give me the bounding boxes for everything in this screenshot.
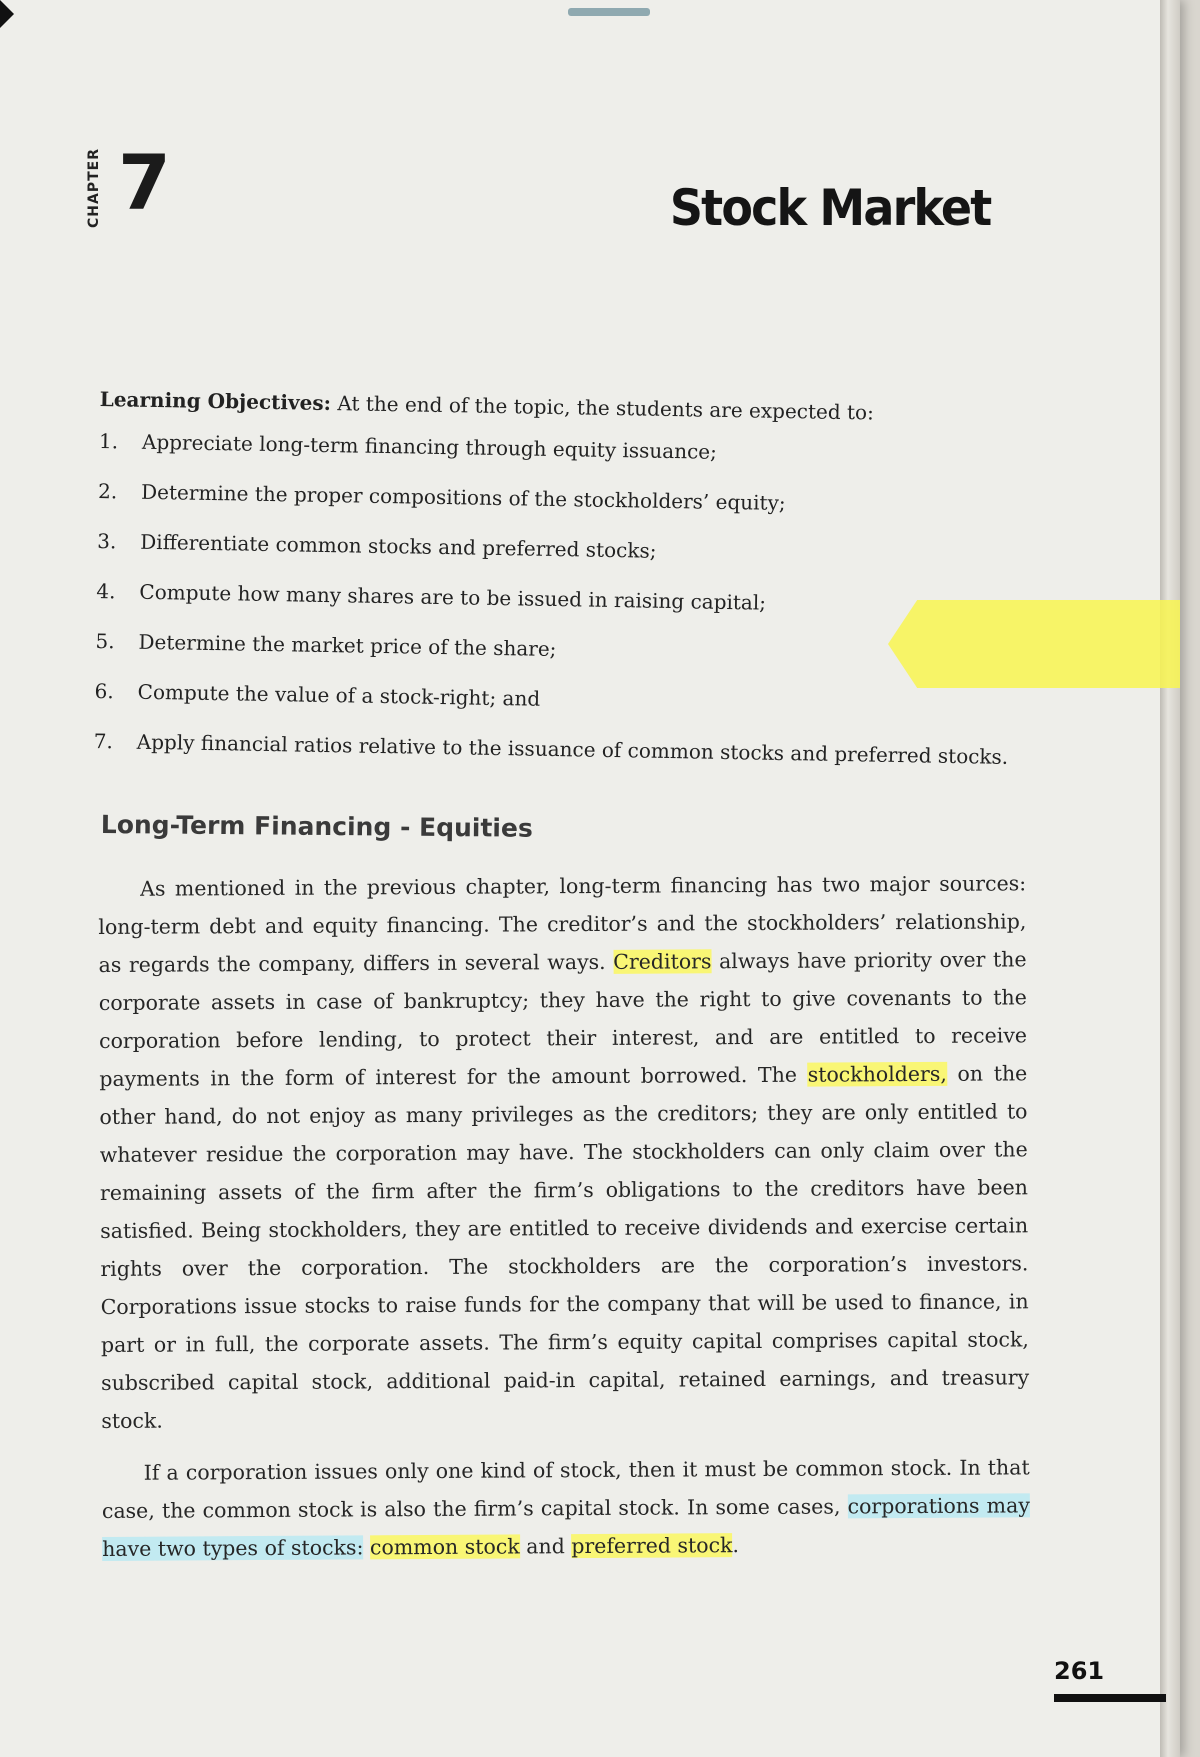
- chapter-label: [84, 150, 104, 226]
- objective-number: 7.: [93, 728, 114, 754]
- objectives-intro-bold: Learning Objectives:: [99, 386, 332, 416]
- objective-text: Compute how many shares are to be issued in raising capital;: [139, 579, 767, 615]
- objectives-intro: [100, 385, 1020, 429]
- objective-text: Differentiate common stocks and preferred stocks;: [140, 529, 657, 563]
- highlight-two-types: corporations may have two types of stocks:: [102, 1493, 1030, 1561]
- paragraph-text: on the other hand, do not enjoy as many privileges as the creditors; they are only entitled to whatever residue the corporation may have. The stockholders can only claim over the remaining assets of the firm after the firm’s obligations to the creditors have been satisfied. Being stockholders, they are entitled to receive dividends and exercise certain rights over the corporation. The stockholders are the corporation’s investors. Corporations issue stocks to raise funds for the company that will be used to finance, in part or in full, the corporate assets. The firm’s equity capital comprises capital stock, subscribed capital stock, additional paid-in capital, retained earnings, and treasury stock.: [99, 1061, 1030, 1433]
- highlight-preferred-stock: preferred stock: [571, 1533, 733, 1559]
- objective-item: [99, 427, 1019, 471]
- section-heading: Long-Term Financing - Equities: [100, 809, 533, 843]
- objective-text: Compute the value of a stock-right; and: [137, 679, 541, 711]
- page-edge: [1160, 0, 1180, 1757]
- page-number-bar: [1054, 1694, 1166, 1702]
- objectives-intro-rest: At the end of the topic, the students are expected to:: [330, 391, 875, 425]
- paragraph-text: and: [519, 1534, 572, 1559]
- objective-item: [95, 627, 1015, 671]
- objective-number: 5.: [95, 628, 115, 654]
- page-number: 261: [1054, 1657, 1105, 1685]
- objective-item: [97, 527, 1017, 571]
- highlight-common-stock: common stock: [369, 1534, 520, 1560]
- objective-number: 1.: [98, 428, 119, 454]
- body-text: [98, 864, 1030, 1582]
- paragraph-text: As mentioned in the previous chapter, long-term financing has two major sources: long-term debt and equity financing. The creditor’s and the stockholders’ relationship, as regards the company, differs in several ways.: [98, 871, 1027, 977]
- objectives-list: [94, 427, 1020, 771]
- bookmark-tab: [568, 8, 650, 16]
- objective-number: 2.: [97, 478, 118, 504]
- paragraph-text: If a corporation issues only one kind of stock, then it must be common stock. In that case, the common stock is also the firm’s capital stock. In some cases,: [101, 1455, 1030, 1523]
- objective-item: [98, 477, 1018, 521]
- objective-text: Apply financial ratios relative to the issuance of common stocks and preferred stocks.: [136, 729, 1009, 769]
- chapter-label-text: CHAPTER: [86, 148, 103, 228]
- chapter-number: 7: [118, 138, 171, 227]
- objective-text: Determine the proper compositions of the stockholders’ equity;: [140, 479, 786, 515]
- objective-item: [94, 677, 1014, 721]
- paragraph-text: always have priority over the corporate assets in case of bankruptcy; they have the right to give covenants to the corporation before lending, to protect their interest, and are entitled to receive payments in the form of interest for the amount borrowed. The: [98, 947, 1028, 1091]
- highlight-creditors: Creditors: [613, 949, 712, 974]
- corner-mark: [0, 0, 14, 28]
- chapter-title: Stock Market: [669, 179, 990, 237]
- objective-number: 3.: [97, 528, 117, 554]
- objective-text: Determine the market price of the share;: [138, 629, 557, 662]
- objective-item: [96, 577, 1016, 621]
- objective-number: 6.: [94, 678, 114, 704]
- highlight-stockholders: stockholders,: [807, 1061, 947, 1087]
- paragraph-text: .: [732, 1533, 740, 1558]
- paragraph-2: [102, 1448, 1031, 1568]
- objective-number: 4.: [96, 578, 116, 604]
- objective-text: Appreciate long-term financing through equity issuance;: [141, 429, 718, 464]
- paragraph-text: [363, 1535, 370, 1559]
- objective-item: [94, 727, 1014, 771]
- learning-objectives: [93, 385, 1020, 793]
- paragraph-1: [98, 864, 1029, 1440]
